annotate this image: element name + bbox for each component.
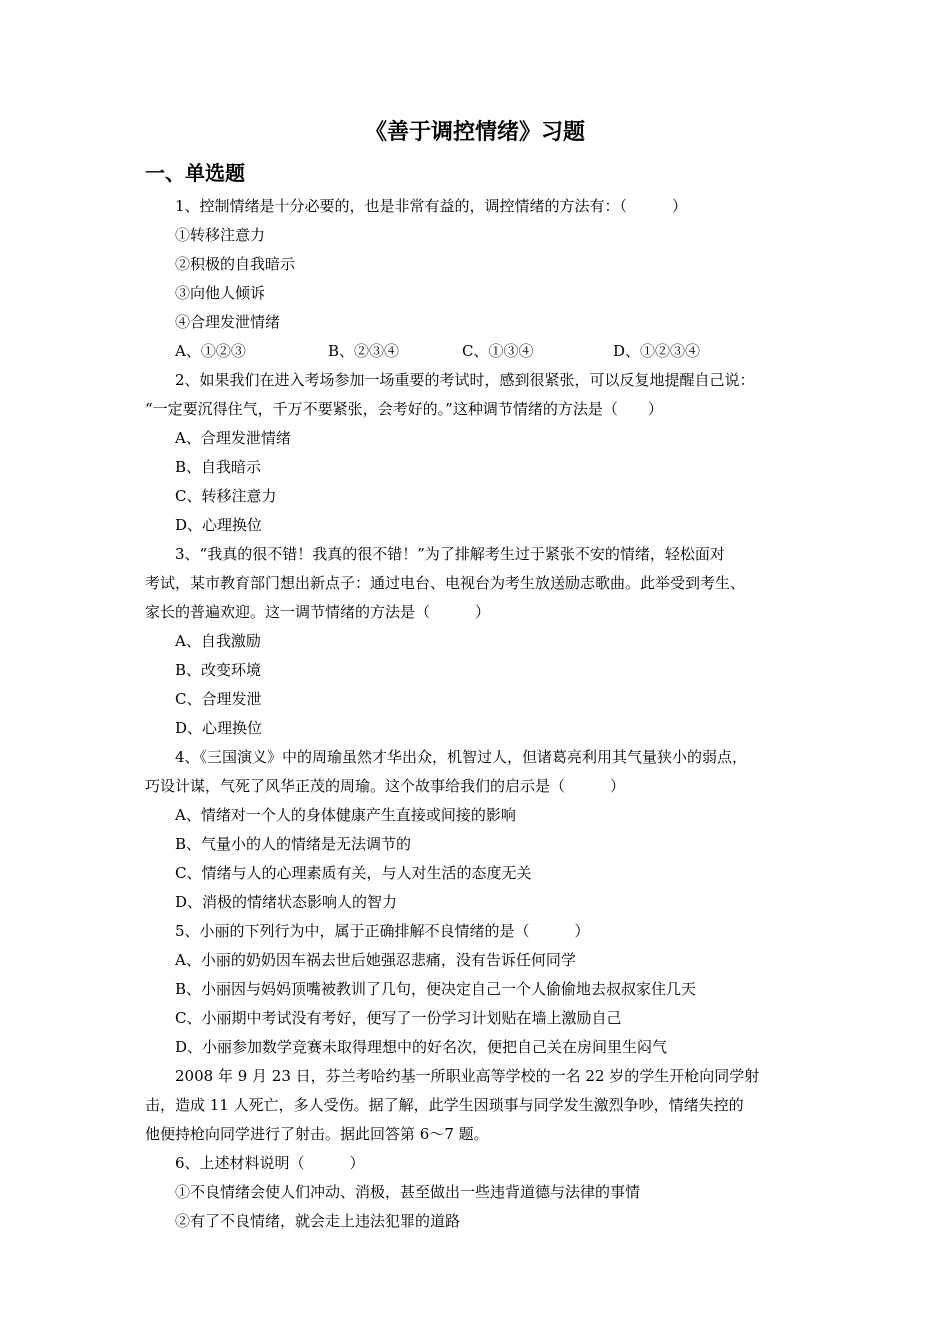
- question-3-stem-line: 3、“我真的很不错！我真的很不错！”为了排解考生过于紧张不安的情绪，轻松面对: [175, 545, 725, 563]
- question-3-option-c: C、合理发泄: [175, 690, 262, 708]
- question-5-stem: 5、小丽的下列行为中，属于正确排解不良情绪的是（ ）: [175, 922, 590, 940]
- question-5-option-a: A、小丽的奶奶因车祸去世后她强忍悲痛，没有告诉任何同学: [175, 951, 576, 969]
- question-1-option-c: C、①③④: [462, 342, 534, 360]
- question-list: [145, 192, 817, 1236]
- question-4-option-d: D、消极的情绪状态影响人的智力: [175, 893, 398, 911]
- question-4-stem-line: 巧设计谋，气死了风华正茂的周瑜。这个故事给我们的启示是（ ）: [145, 777, 626, 795]
- question-1-item: ③向他人倾诉: [175, 284, 266, 302]
- question-1-item: ④合理发泄情绪: [175, 313, 281, 331]
- question-1-option-d: D、①②③④: [613, 342, 701, 360]
- question-4-option-b: B、气量小的人的情绪是无法调节的: [175, 835, 412, 853]
- question-3-stem-line: 家长的普遍欢迎。这一调节情绪的方法是（ ）: [145, 603, 491, 621]
- question-6-item: ①不良情绪会使人们冲动、消极，甚至做出一些违背道德与法律的事情: [175, 1183, 641, 1201]
- section-heading: 一、单选题: [145, 161, 245, 185]
- question-6-item: ②有了不良情绪，就会走上违法犯罪的道路: [175, 1212, 461, 1230]
- question-4-option-c: C、情绪与人的心理素质有关，与人对生活的态度无关: [175, 864, 532, 882]
- question-3-option-d: D、心理换位: [175, 719, 263, 737]
- question-1-item: ①转移注意力: [175, 226, 266, 244]
- question-1-options: [145, 337, 817, 366]
- question-2-stem-line: 2、如果我们在进入考场参加一场重要的考试时，感到很紧张，可以反复地提醒自己说：: [175, 371, 755, 389]
- question-2-option-d: D、心理换位: [175, 516, 263, 534]
- question-4-stem-line: 4、《三国演义》中的周瑜虽然才华出众，机智过人，但诸葛亮利用其气量狭小的弱点，: [175, 748, 748, 766]
- question-2-option-c: C、转移注意力: [175, 487, 277, 505]
- question-2-option-b: B、自我暗示: [175, 458, 262, 476]
- question-6-stem: 6、上述材料说明（ ）: [175, 1154, 365, 1172]
- question-3-option-a: A、自我激励: [175, 632, 261, 650]
- question-1-option-b: B、②③④: [328, 342, 400, 360]
- document-title: 《善于调控情绪》习题: [364, 119, 585, 145]
- question-1-option-a: A、①②③: [175, 342, 246, 360]
- question-2-stem-line: “一定要沉得住气，千万不要紧张，会考好的。”这种调节情绪的方法是（ ）: [145, 400, 663, 418]
- question-1-stem: 1、控制情绪是十分必要的，也是非常有益的，调控情绪的方法有：（ ）: [175, 197, 688, 215]
- question-3-option-b: B、改变环境: [175, 661, 262, 679]
- question-5-option-c: C、小丽期中考试没有考好，便写了一份学习计划贴在墙上激励自己: [175, 1009, 622, 1027]
- material-line: 2008 年 9 月 23 日，芬兰考哈约基一所职业高等学校的一名 22 岁的学生开枪向同学射: [175, 1067, 760, 1085]
- question-5-option-d: D、小丽参加数学竞赛未取得理想中的好名次，便把自己关在房间里生闷气: [175, 1038, 668, 1056]
- question-5-option-b: B、小丽因与妈妈顶嘴被教训了几句，便决定自己一个人偷偷地去叔叔家住几天: [175, 980, 697, 998]
- question-3-stem-line: 考试，某市教育部门想出新点子：通过电台、电视台为考生放送励志歌曲。此举受到考生、: [145, 574, 746, 592]
- material-line: 击，造成 11 人死亡，多人受伤。据了解，此学生因琐事与同学发生激烈争吵，情绪失控的: [145, 1096, 744, 1114]
- material-line: 他便持枪向同学进行了射击。据此回答第 6～7 题。: [145, 1125, 489, 1143]
- question-2-option-a: A、合理发泄情绪: [175, 429, 291, 447]
- question-4-option-a: A、情绪对一个人的身体健康产生直接或间接的影响: [175, 806, 516, 824]
- question-1-item: ②积极的自我暗示: [175, 255, 296, 273]
